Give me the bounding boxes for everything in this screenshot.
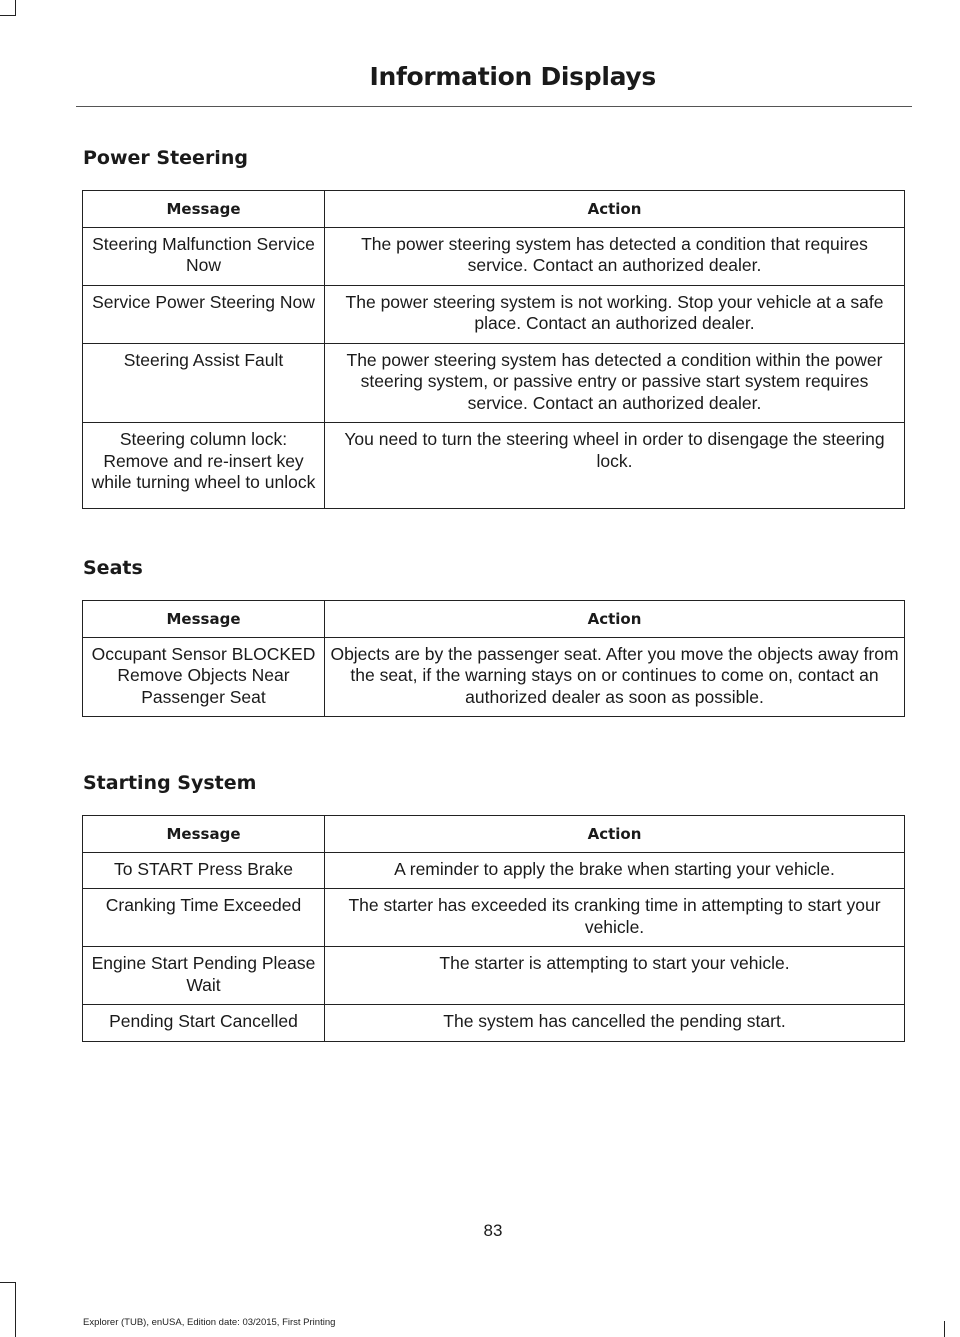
header-rule: [76, 106, 912, 107]
page-title: Information Displays: [369, 62, 656, 91]
section-heading-seats: Seats: [83, 557, 143, 579]
table-row: [83, 285, 905, 343]
table-row: [83, 423, 905, 509]
table-row: [83, 889, 905, 947]
column-header-action: Action: [325, 601, 905, 638]
crop-mark-top-left-vertical: [15, 0, 16, 16]
power-steering-table: [82, 190, 905, 509]
action-cell: The system has cancelled the pending start.: [325, 1005, 905, 1042]
action-cell: You need to turn the steering wheel in order to disengage the steering lock.: [325, 423, 905, 509]
message-cell: Steering column lock: Remove and re-insert key while turning wheel to unlock: [83, 423, 325, 509]
crop-mark-bottom-right-vertical: [944, 1321, 945, 1337]
action-cell: The power steering system has detected a condition within the power steering system, or passive entry or passive start system requires service. Contact an authorized dealer.: [325, 343, 905, 423]
column-header-action: Action: [325, 816, 905, 853]
action-cell: The power steering system is not working. Stop your vehicle at a safe place. Contact an authorized dealer.: [325, 285, 905, 343]
table-row: [83, 947, 905, 1005]
message-cell: Service Power Steering Now: [83, 285, 325, 343]
column-header-message: Message: [83, 601, 325, 638]
message-cell: Pending Start Cancelled: [83, 1005, 325, 1042]
starting-system-table: [82, 815, 905, 1042]
message-cell: Cranking Time Exceeded: [83, 889, 325, 947]
table-row: [83, 1005, 905, 1042]
section-heading-starting-system: Starting System: [83, 772, 257, 794]
section-heading-power-steering: Power Steering: [83, 147, 248, 169]
action-cell: Objects are by the passenger seat. After you move the objects away from the seat, if the warning stays on or continues to come on, contact an authorized dealer as soon as possible.: [325, 637, 905, 717]
column-header-message: Message: [83, 191, 325, 228]
table-row: [83, 227, 905, 285]
table-row: [83, 637, 905, 717]
table-header-row: [83, 601, 905, 638]
action-cell: The starter is attempting to start your vehicle.: [325, 947, 905, 1005]
table-header-row: [83, 191, 905, 228]
crop-mark-bottom-left-horizontal: [0, 1282, 16, 1283]
action-cell: The starter has exceeded its cranking time in attempting to start your vehicle.: [325, 889, 905, 947]
seats-table: [82, 600, 905, 717]
table-header-row: [83, 816, 905, 853]
action-cell: A reminder to apply the brake when starting your vehicle.: [325, 852, 905, 889]
table-row: [83, 343, 905, 423]
message-cell: To START Press Brake: [83, 852, 325, 889]
message-cell: Occupant Sensor BLOCKED Remove Objects Near Passenger Seat: [83, 637, 325, 717]
message-cell: Steering Malfunction Service Now: [83, 227, 325, 285]
crop-mark-bottom-left-vertical: [15, 1282, 16, 1337]
column-header-message: Message: [83, 816, 325, 853]
message-cell: Engine Start Pending Please Wait: [83, 947, 325, 1005]
message-cell: Steering Assist Fault: [83, 343, 325, 423]
table-row: [83, 852, 905, 889]
column-header-action: Action: [325, 191, 905, 228]
footer-edition-info: Explorer (TUB), enUSA, Edition date: 03/2015, First Printing: [83, 1317, 336, 1328]
crop-mark-top-left-horizontal: [0, 15, 16, 16]
page-number: 83: [483, 1221, 503, 1240]
action-cell: The power steering system has detected a condition that requires service. Contact an authorized dealer.: [325, 227, 905, 285]
